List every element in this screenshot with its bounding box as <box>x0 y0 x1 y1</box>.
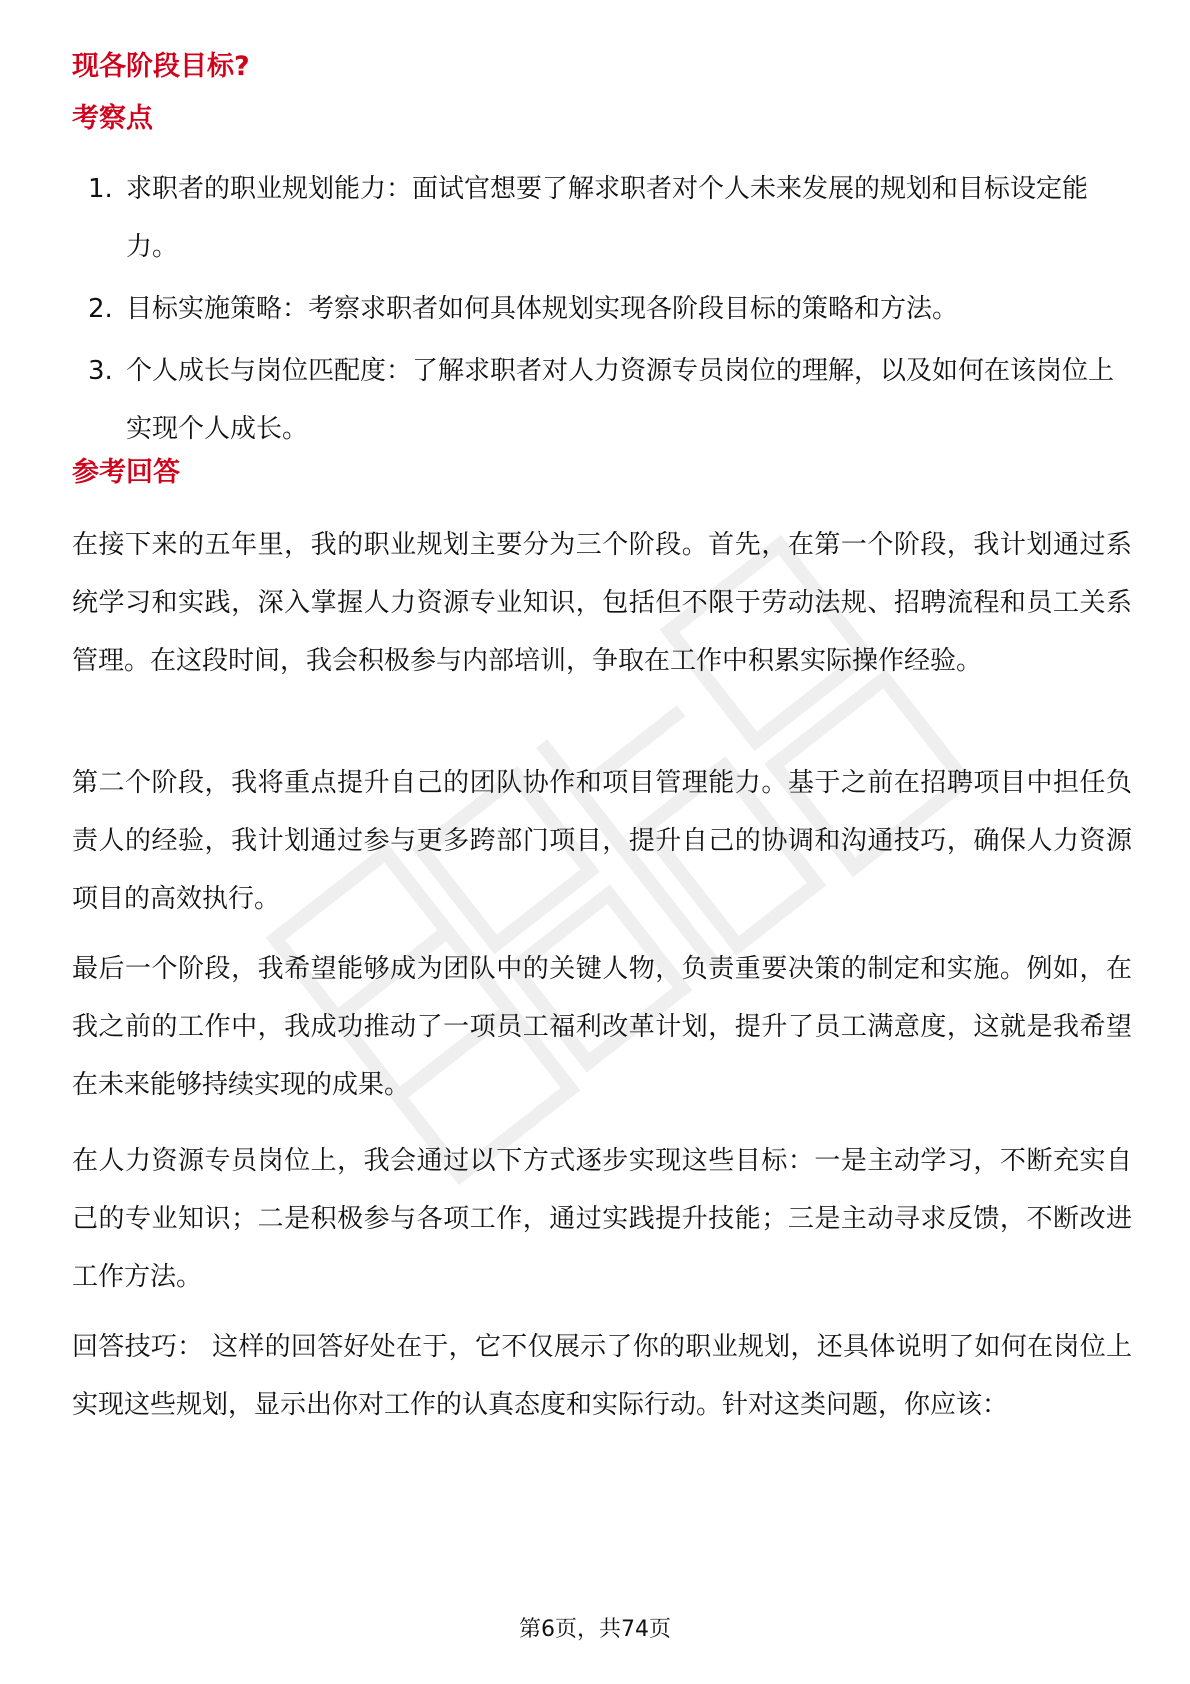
list-item-text: 求职者的职业规划能力：面试官想要了解求职者对个人未来发展的规划和目标设定能力。 <box>126 174 1089 262</box>
section-title-fragment: 现各阶段目标? <box>72 51 250 82</box>
list-item-number: 1. <box>88 174 113 204</box>
answer-paragraph-2: 第二个阶段，我将重点提升自己的团队协作和项目管理能力。基于之前在招聘项目中担任负责人的经验，我计划通过参与更多跨部门项目，提升自己的协调和沟通技巧，确保人力资源项目的高效执行。 <box>72 768 1132 914</box>
assessment-points-list <box>72 160 1132 458</box>
list-item-number: 2. <box>88 294 113 324</box>
list-item-text: 个人成长与岗位匹配度：了解求职者对人力资源专员岗位的理解，以及如何在该岗位上实现个人成长。 <box>126 356 1115 444</box>
list-item <box>72 160 1132 276</box>
list-item <box>72 342 1132 458</box>
answer-paragraph-1: 在接下来的五年里，我的职业规划主要分为三个阶段。首先，在第一个阶段，我计划通过系统学习和实践，深入掌握人力资源专业知识，包括但不限于劳动法规、招聘流程和员工关系管理。在这段时间，我会积极参与内部培训，争取在工作中积累实际操作经验。 <box>72 530 1132 676</box>
list-item-number: 3. <box>88 356 113 386</box>
heading-assessment-points: 考察点 <box>72 103 153 134</box>
list-item-text: 目标实施策略：考察求职者如何具体规划实现各阶段目标的策略和方法。 <box>126 294 959 324</box>
answer-paragraph-4: 在人力资源专员岗位上，我会通过以下方式逐步实现这些目标：一是主动学习，不断充实自己的专业知识；二是积极参与各项工作，通过实践提升技能；三是主动寻求反馈，不断改进工作方法。 <box>72 1146 1132 1292</box>
page-number-footer: 第6页，共74页 <box>519 1617 671 1642</box>
heading-reference-answer: 参考回答 <box>72 457 180 488</box>
list-item <box>72 280 1132 338</box>
answer-tips-paragraph: 回答技巧： 这样的回答好处在于，它不仅展示了你的职业规划，还具体说明了如何在岗位上实现这些规划，显示出你对工作的认真态度和实际行动。针对这类问题，你应该： <box>72 1332 1132 1420</box>
answer-paragraph-3: 最后一个阶段，我希望能够成为团队中的关键人物，负责重要决策的制定和实施。例如，在我之前的工作中，我成功推动了一项员工福利改革计划，提升了员工满意度，这就是我希望在未来能够持续实现的成果。 <box>72 954 1132 1100</box>
